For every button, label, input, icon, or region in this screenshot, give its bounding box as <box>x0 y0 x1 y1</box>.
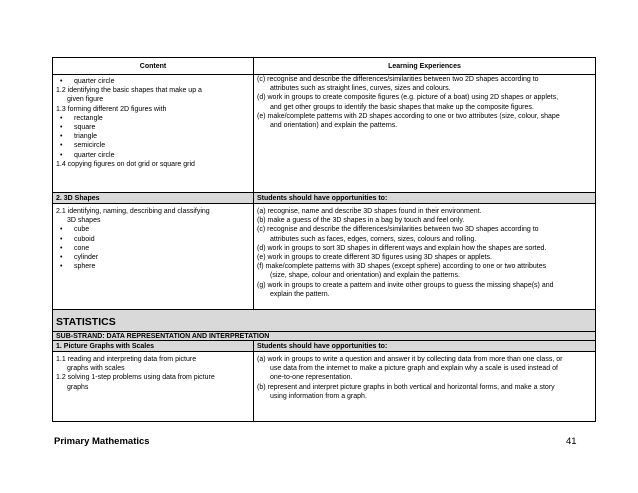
text-line: 1.3 forming different 2D figures with <box>56 105 167 113</box>
header-content: Content <box>53 58 254 74</box>
text-line: 1.4 copying figures on dot grid or square grid <box>56 160 195 168</box>
bullet-item: • cuboid <box>56 235 250 244</box>
table-row <box>53 351 595 421</box>
bullet-item: • sphere <box>56 262 250 271</box>
bullet-item: • semicircle <box>56 141 250 150</box>
text-line: (size, shape, colour and orientation) and explain the patterns. <box>270 272 460 280</box>
learning-cell <box>254 204 595 309</box>
learning-cell <box>254 352 595 421</box>
bullet-item: • cube <box>56 225 250 234</box>
text-line: (a) work in groups to write a question and answer it by collecting data from more than one class, or <box>257 356 563 363</box>
text-line: attributes such as faces, edges, corners, sizes, colours and rolling. <box>270 235 477 243</box>
text-line: (c) recognise and describe the differences/similarities between two 3D shapes according to <box>257 226 539 234</box>
bullet-item: • triangle <box>56 132 250 141</box>
section-title: 1. Picture Graphs with Scales <box>53 341 254 351</box>
text-line: (e) make/complete patterns with 2D shapes according to one or two attributes (size, colour, shape <box>257 112 560 120</box>
text-line: (f) make/complete patterns with 3D shapes (except sphere) according to one or two attributes <box>257 263 547 271</box>
text-line: (b) make a guess of the 3D shapes in a bag by touch and feel only. <box>257 217 465 225</box>
content-cell <box>53 352 254 421</box>
text-line: (c) recognise and describe the differences/similarities between two 2D shapes according to <box>257 76 539 83</box>
substrand-title: SUB-STRAND: DATA REPRESENTATION AND INTERPRETATION <box>56 333 270 340</box>
text-line: (g) work in groups to create a pattern and invite other groups to guess the missing shape(s) and <box>257 281 554 289</box>
text-line: using information from a graph. <box>270 392 367 400</box>
text-line: explain the pattern. <box>270 290 330 298</box>
section-intro: Students should have opportunities to: <box>257 343 388 350</box>
text-line: graphs <box>67 383 89 391</box>
section-row-picture-graphs <box>53 340 595 351</box>
table-header-row <box>53 58 595 74</box>
text-line: graphs with scales <box>67 365 125 373</box>
text-line: given figure <box>67 96 104 104</box>
strand-title: STATISTICS <box>56 316 116 328</box>
curriculum-table <box>52 57 596 422</box>
bullet-item: • rectangle <box>56 114 250 123</box>
text-line: and orientation) and explain the patterns. <box>270 122 398 130</box>
text-line: 3D shapes <box>67 217 101 225</box>
text-line: 1.2 identifying the basic shapes that make up a <box>56 87 202 95</box>
bullet-item: • cylinder <box>56 253 250 262</box>
text-line: 1.2 solving 1-step problems using data from picture <box>56 374 215 382</box>
bullet-item: • square <box>56 123 250 132</box>
section-row-3d-shapes <box>53 192 595 203</box>
text-line: (d) work in groups to create composite figures (e.g. picture of a boat) using 2D shapes or applets, <box>257 94 559 102</box>
text-line: (a) recognise, name and describe 3D shapes found in their environment. <box>257 208 482 215</box>
text-line: (e) work in groups to create different 3D figures using 3D shapes or applets. <box>257 254 492 262</box>
content-cell <box>53 204 254 309</box>
content-cell <box>53 75 254 192</box>
bullet-item: • cone <box>56 244 250 253</box>
header-learning-experiences: Learning Experiences <box>388 62 461 70</box>
text-line: one-to-one representation. <box>270 374 353 382</box>
text-line: 1.1 reading and interpreting data from picture <box>56 356 197 363</box>
text-line: attributes such as straight lines, curves, sizes and colours. <box>270 85 451 93</box>
substrand-row <box>53 331 595 340</box>
strand-row <box>53 309 595 331</box>
section-intro: Students should have opportunities to: <box>257 195 388 202</box>
text-line: 2.1 identifying, naming, describing and classifying <box>56 208 210 215</box>
bullet-item: • quarter circle <box>56 77 250 86</box>
footer-title: Primary Mathematics <box>54 436 150 447</box>
page-number: 41 <box>566 436 577 447</box>
bullet-item: • quarter circle <box>56 151 250 160</box>
section-title: 2. 3D Shapes <box>53 193 254 203</box>
text-line: (d) work in groups to sort 3D shapes in different ways and explain how the shapes are sorted. <box>257 244 547 252</box>
learning-cell <box>254 75 595 192</box>
text-line: use data from the internet to make a picture graph and explain why a scale is used instead of <box>270 365 558 373</box>
text-line: and get other groups to identify the basic shapes that make up the composite figures. <box>270 103 534 111</box>
text-line: (b) represent and interpret picture graphs in both vertical and horizontal forms, and make a story <box>257 383 555 391</box>
table-row <box>53 203 595 309</box>
table-row <box>53 74 595 192</box>
